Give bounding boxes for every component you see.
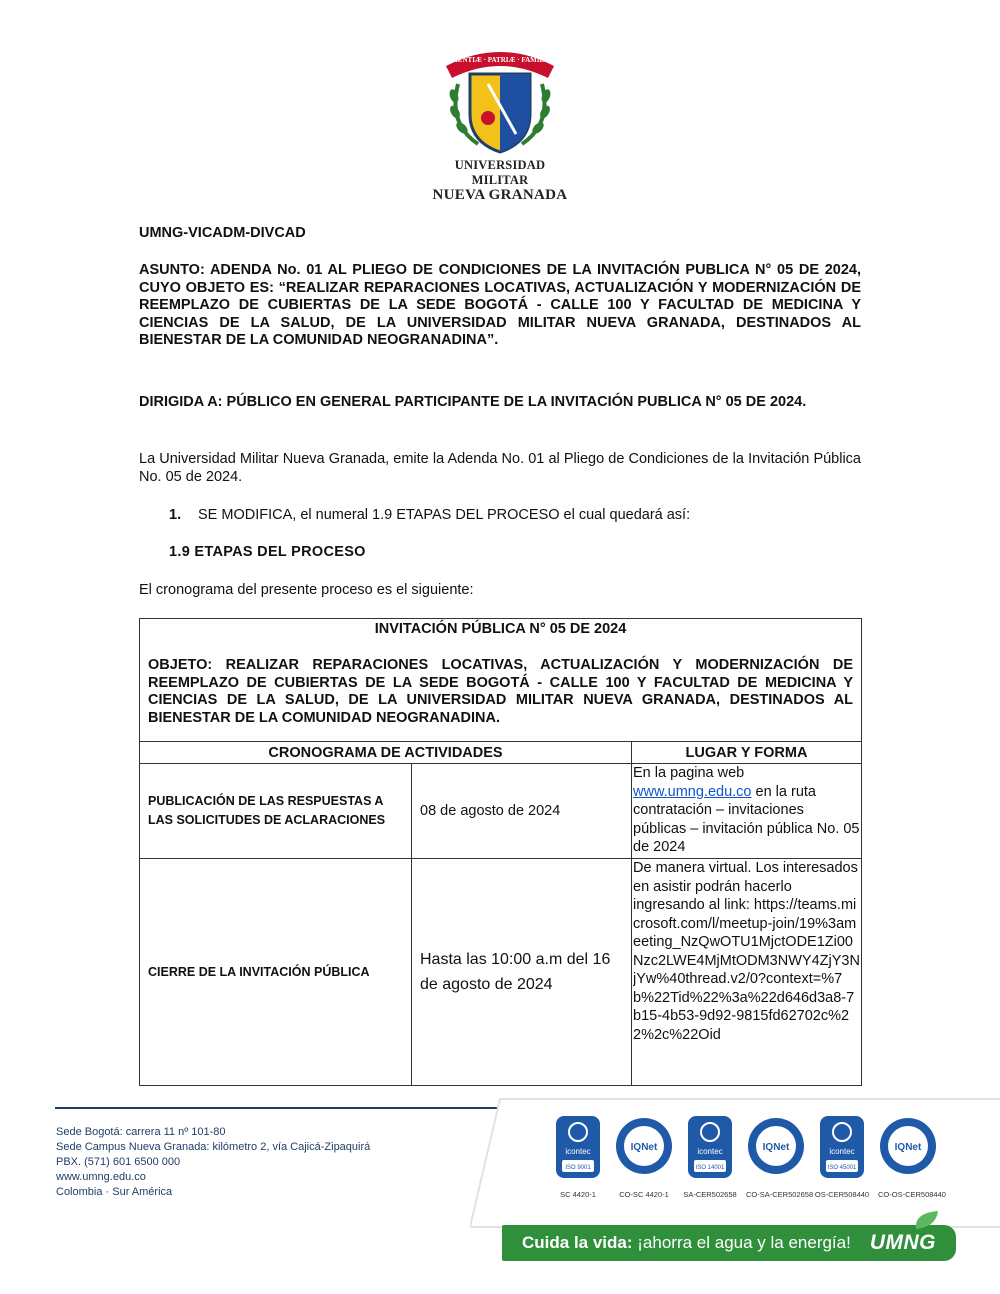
- footer-address: [56, 1125, 370, 1200]
- svg-text:IQNet: IQNet: [762, 1142, 790, 1153]
- certification-seal: [746, 1114, 814, 1199]
- certification-seal: [878, 1114, 946, 1199]
- cert-code: CO-SC 4420-1: [619, 1190, 669, 1199]
- invitation-title: INVITACIÓN PÚBLICA N° 05 DE 2024: [374, 621, 627, 637]
- place-prefix: En la pagina web: [633, 765, 745, 781]
- icontec-seal-icon: [686, 1114, 734, 1180]
- place-cell: [632, 859, 862, 1086]
- cert-code: SC 4420-1: [560, 1190, 596, 1199]
- icontec-seal-icon: [818, 1114, 866, 1180]
- place-suffix: en la ruta contratación – invitaciones públicas – invitación pública No. 05 de 2024: [633, 783, 860, 855]
- slogan-banner: [502, 1225, 956, 1261]
- certification-seal: [680, 1114, 740, 1199]
- svg-text:icontec: icontec: [565, 1147, 591, 1156]
- university-name-line1: UNIVERSIDAD MILITAR: [454, 158, 546, 187]
- svg-text:icontec: icontec: [697, 1147, 723, 1156]
- invitation-objeto: OBJETO: REALIZAR REPARACIONES LOCATIVAS, ACTUALIZACIÓN Y MODERNIZACIÓN DE REEMPLAZO DE CUBIERTAS DE LA SEDE BOGOTÁ - CALLE 100 Y FACULTAD DE MEDICINA Y CIENCIAS DE LA SALUD, DE LA UNIVERSIDAD MILITAR NUEVA GRANADA, DESTINADOS AL BIENESTAR DE LA COMUNIDAD NEOGRANADINA.: [148, 657, 854, 726]
- intro-paragraph: La Universidad Militar Nueva Granada, emite la Adenda No. 01 al Pliego de Condiciones de la Invitación Pública No. 05 de 2024.: [139, 451, 861, 485]
- umng-brand: UMNG: [869, 1231, 936, 1254]
- table-row: [140, 764, 862, 859]
- university-name-line2: NUEVA GRANADA: [432, 187, 568, 203]
- table-header-cell: [140, 619, 862, 742]
- slogan-bold: Cuida la vida:: [522, 1233, 633, 1252]
- umng-website-link[interactable]: www.umng.edu.co: [633, 783, 752, 800]
- footer-divider: [55, 1107, 525, 1109]
- iqnet-seal-icon: [614, 1114, 674, 1180]
- university-name: [425, 158, 575, 204]
- cert-code: OS-CER508440: [814, 1190, 870, 1199]
- date-cell: Hasta las 10:00 a.m del 16 de agosto de 2024: [412, 859, 632, 1086]
- col-header-activities: CRONOGRAMA DE ACTIVIDADES: [140, 742, 632, 764]
- place-content: [633, 859, 860, 1084]
- schedule-intro: El cronograma del presente proceso es el siguiente:: [139, 582, 474, 598]
- point-text: SE MODIFICA, el numeral 1.9 ETAPAS DEL PROCESO el cual quedará así:: [198, 507, 691, 523]
- svg-text:ISO 9001: ISO 9001: [565, 1165, 591, 1171]
- asunto-paragraph: ASUNTO: ADENDA No. 01 AL PLIEGO DE CONDICIONES DE LA INVITACIÓN PUBLICA N° 05 DE 2024, CUYO OBJETO ES: “REALIZAR REPARACIONES LOCATIVAS, ACTUALIZACIÓN Y MODERNIZACIÓN DE REEMPLAZO DE CUBIERTAS DE LA SEDE BOGOTÁ - CALLE 100 Y FACULTAD DE MEDICINA Y CIENCIAS DE LA SALUD, DE LA UNIVERSIDAD MILITAR NUEVA GRANADA, DESTINADOS AL BIENESTAR DE LA COMUNIDAD NEOGRANADINA”.: [139, 262, 861, 348]
- document-code: UMNG-VICADM-DIVCAD: [139, 225, 306, 241]
- activity-cell: PUBLICACIÓN DE LAS RESPUESTAS A LAS SOLICITUDES DE ACLARACIONES: [140, 764, 412, 859]
- iqnet-seal-icon: [878, 1114, 938, 1180]
- address-line: www.umng.edu.co: [56, 1171, 146, 1183]
- icontec-seal-icon: [554, 1114, 602, 1180]
- certifications-row: [548, 1114, 948, 1204]
- address-line: PBX. (571) 601 6500 000: [56, 1156, 181, 1168]
- point-number: 1.: [169, 507, 182, 523]
- motto-text: SCIENTIÆ · PATRIÆ · FAMILIÆ: [446, 56, 554, 64]
- col-header-place: LUGAR Y FORMA: [632, 742, 862, 764]
- section-title: 1.9 ETAPAS DEL PROCESO: [169, 544, 366, 560]
- address-line: Sede Campus Nueva Granada: kilómetro 2, vía Cajicá-Zipaquirá: [56, 1141, 371, 1153]
- svg-text:ISO 45001: ISO 45001: [827, 1165, 857, 1171]
- svg-text:ISO 14001: ISO 14001: [695, 1165, 725, 1171]
- certification-seal: [614, 1114, 674, 1199]
- certification-seal: [548, 1114, 608, 1199]
- modification-point: [169, 507, 690, 523]
- table-header-row: [140, 619, 862, 742]
- column-header-row: [140, 742, 862, 764]
- activity-cell: CIERRE DE LA INVITACIÓN PÚBLICA: [140, 859, 412, 1086]
- teams-meeting-link[interactable]: https://teams.microsoft.com/l/meetup-join/19%3ameeting_NzQwOTU1MjctODE1Zi00Nzc2LWE4MjMtODM3NWY4ZjY3NjYw%40thread.v2/0?context=%7b%22Tid%22%3a%22d646d3a8-7b15-4b53-9d92-9815fd62702c%22%2c%22Oid: [633, 897, 860, 1043]
- schedule-table: [139, 618, 862, 1086]
- slogan-text: [522, 1233, 851, 1253]
- iqnet-seal-icon: [746, 1114, 806, 1180]
- cert-code: CO-SA-CER502658: [746, 1190, 814, 1199]
- certification-seal: [812, 1114, 872, 1199]
- table-row: [140, 859, 862, 1086]
- leaf-icon: [912, 1209, 942, 1231]
- cert-code: CO-OS-CER508440: [878, 1190, 946, 1199]
- cert-code: SA-CER502658: [683, 1190, 737, 1199]
- svg-text:IQNet: IQNet: [894, 1142, 922, 1153]
- svg-text:icontec: icontec: [829, 1147, 855, 1156]
- address-line: Colombia · Sur América: [56, 1186, 173, 1198]
- slogan-rest: ¡ahorra el agua y la energía!: [632, 1233, 851, 1252]
- date-cell: 08 de agosto de 2024: [412, 764, 632, 859]
- place-prefix: De manera virtual. Los interesados en asistir podrán hacerlo ingresando al link:: [633, 860, 858, 913]
- place-cell: [632, 764, 862, 859]
- svg-text:IQNet: IQNet: [630, 1142, 658, 1153]
- dirigida-paragraph: DIRIGIDA A: PÚBLICO EN GENERAL PARTICIPANTE DE LA INVITACIÓN PUBLICA N° 05 DE 2024.: [139, 394, 807, 410]
- address-line: Sede Bogotá: carrera 11 nº 101-80: [56, 1126, 226, 1138]
